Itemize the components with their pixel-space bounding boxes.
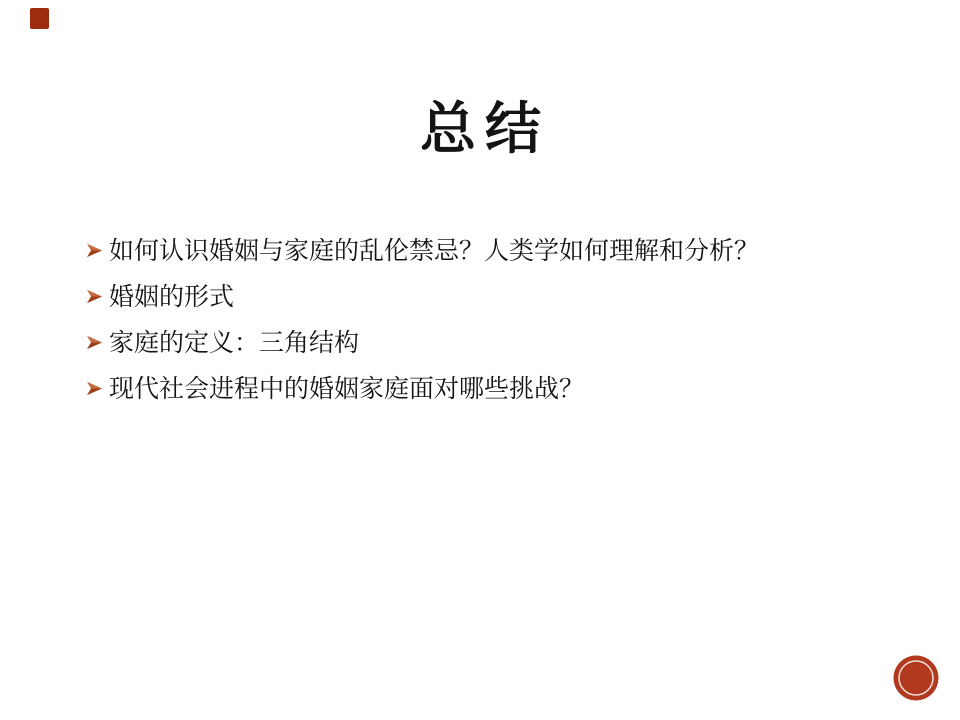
stamp-circle-ornament-icon: [893, 655, 939, 701]
arrow-bullet-icon: [86, 334, 104, 350]
bullet-text: 婚姻的形式: [109, 282, 235, 311]
slide-title: 总结: [420, 97, 550, 162]
square-ornament-icon: [30, 8, 49, 29]
arrow-bullet-icon: [86, 380, 104, 396]
bullet-item: [86, 272, 876, 318]
bullet-item: [86, 226, 876, 272]
bullet-text: 现代社会进程中的婚姻家庭面对哪些挑战？: [109, 374, 585, 403]
bullet-item: [86, 318, 876, 364]
bullet-text: 家庭的定义：三角结构: [109, 328, 360, 357]
arrow-bullet-icon: [86, 242, 104, 258]
arrow-bullet-icon: [86, 288, 104, 304]
bullet-list: [86, 226, 876, 410]
bullet-item: [86, 364, 876, 410]
bullet-text: 如何认识婚姻与家庭的乱伦禁忌？人类学如何理解和分析？: [109, 236, 760, 265]
